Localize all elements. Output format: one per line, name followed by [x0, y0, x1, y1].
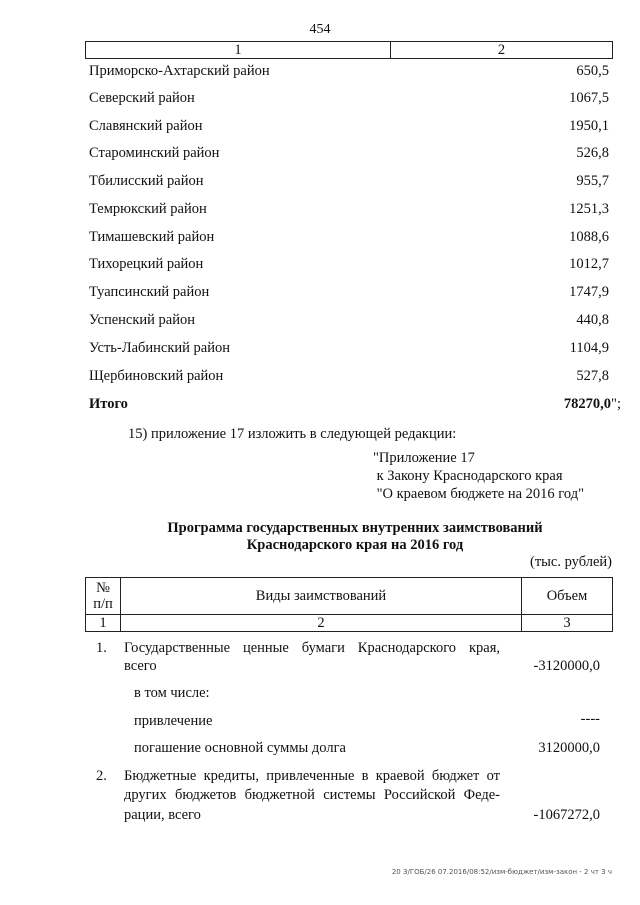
table-row	[89, 61, 609, 81]
district-value: 440,8	[576, 312, 609, 328]
table-row	[89, 171, 609, 191]
table-row	[89, 88, 609, 108]
item-number: 1.	[96, 640, 107, 656]
repay-value: 3120000,0	[538, 740, 600, 756]
district-name: Приморско-Ахтарский район	[89, 63, 270, 79]
appendix-line: к Закону Краснодарского края	[373, 468, 563, 484]
program-title-line: Краснодарского края на 2016 год	[246, 537, 464, 553]
col-number-line: №	[96, 580, 110, 596]
district-value: 1104,9	[569, 340, 609, 356]
district-value: 527,8	[576, 368, 609, 384]
district-name: Темрюкский район	[89, 201, 207, 217]
district-name: Тихорецкий район	[89, 256, 204, 272]
col-number-line: п/п	[93, 596, 113, 612]
appendix-line: "Приложение 17	[373, 450, 475, 466]
repay-label: погашение основной суммы долга	[134, 740, 346, 756]
district-value: 1067,5	[569, 90, 609, 106]
item-description: других бюджетов бюджетной системы Российской Феде-	[124, 787, 500, 803]
table-row	[89, 310, 609, 330]
program-title	[0, 520, 640, 554]
item-value: -3120000,0	[533, 658, 600, 674]
district-name: Староминский район	[89, 145, 220, 161]
col-number-header	[86, 578, 121, 615]
instruction-text: 15) приложение 17 изложить в следующей редакции:	[128, 426, 457, 442]
col-kind-index: 2	[121, 615, 522, 632]
page-number: 454	[309, 22, 331, 37]
district-value: 955,7	[576, 173, 609, 189]
district-value: 650,5	[576, 63, 609, 79]
table1-header-col1: 1	[86, 42, 391, 58]
table-row	[89, 282, 609, 302]
item-description: всего	[124, 658, 157, 674]
total-row	[89, 394, 621, 414]
district-value: 1251,3	[569, 201, 609, 217]
table1-header	[85, 41, 613, 59]
table-row	[89, 199, 609, 219]
attract-label: привлечение	[134, 713, 213, 729]
table-row	[89, 366, 609, 386]
table-row	[89, 143, 609, 163]
table-row	[89, 227, 609, 247]
district-name: Щербиновский район	[89, 368, 224, 384]
item-description: рации, всего	[124, 807, 201, 823]
footer-stamp: 20 З/ГОБ/26 07.2016/08:52/изм-бюджет/изм-закон - 2 чт 3 ч	[391, 868, 612, 876]
district-value: 1088,6	[569, 229, 609, 245]
total-label: Итого	[89, 396, 128, 412]
appendix-heading	[373, 449, 584, 503]
total-value: 78270,0	[563, 396, 612, 412]
units-label: (тыс. рублей)	[530, 554, 612, 570]
district-name: Туапсинский район	[89, 284, 210, 300]
col-number-index: 1	[86, 615, 121, 632]
district-name: Успенский район	[89, 312, 195, 328]
district-name: Усть-Лабинский район	[89, 340, 230, 356]
district-name: Северский район	[89, 90, 195, 106]
item-number: 2.	[96, 768, 107, 784]
table1-header-col2: 2	[497, 42, 506, 58]
item-description: Государственные ценные бумаги Краснодарского края,	[124, 640, 500, 656]
table-row	[89, 254, 609, 274]
district-value: 1747,9	[569, 284, 609, 300]
item-description: Бюджетные кредиты, привлеченные в краевой бюджет от	[124, 768, 500, 784]
district-value: 1012,7	[569, 256, 609, 272]
table-row	[89, 116, 609, 136]
total-value-wrap	[564, 394, 621, 414]
sub-label: в том числе:	[134, 685, 210, 701]
item-value: -1067272,0	[533, 807, 600, 823]
attract-value: ----	[580, 711, 600, 727]
district-value: 526,8	[576, 145, 609, 161]
district-name: Славянский район	[89, 118, 203, 134]
district-value: 1950,1	[569, 118, 609, 134]
district-name: Тимашевский район	[89, 229, 215, 245]
program-title-line: Программа государственных внутренних заимствований	[167, 520, 543, 536]
borrowings-table-header	[85, 577, 613, 632]
col-volume-header: Объем	[522, 578, 613, 615]
table-row	[89, 338, 609, 358]
district-name: Тбилисский район	[89, 173, 204, 189]
total-suffix: ";	[611, 396, 621, 412]
appendix-line: "О краевом бюджете на 2016 год"	[373, 486, 585, 502]
col-kind-header: Виды заимствований	[121, 578, 522, 615]
col-volume-index: 3	[522, 615, 613, 632]
